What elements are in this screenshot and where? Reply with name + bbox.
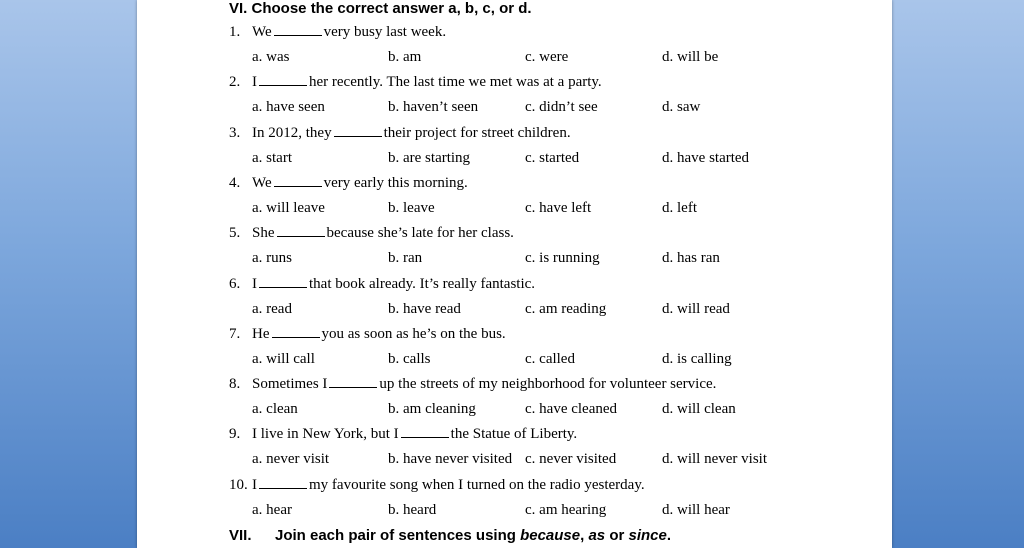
answer-blank <box>274 174 322 187</box>
question-number: 8. <box>229 376 241 393</box>
question-text-after: because she’s late for her class. <box>326 225 514 242</box>
answer-blank <box>329 375 377 388</box>
question-text-before: He <box>252 325 270 342</box>
question-text-before: I <box>252 476 257 493</box>
option-a: a. read <box>252 300 292 317</box>
question-number: 7. <box>229 325 241 342</box>
question-text-before: We <box>252 24 272 40</box>
option-d: d. will never visit <box>662 451 767 468</box>
section-title-prefix: Join each pair of sentences using <box>275 527 521 544</box>
question-text-after: their project for street children. <box>383 124 571 141</box>
option-b: b. have read <box>388 300 461 317</box>
option-a: a. was <box>252 49 290 65</box>
question-text-after: my favourite song when I turned on the radio yesterday. <box>309 476 645 493</box>
option-d: d. left <box>662 199 697 216</box>
question-text-after: the Statue of Liberty. <box>450 426 578 443</box>
option-a: a. clean <box>252 401 298 418</box>
option-c: c. didn’t see <box>525 99 598 116</box>
option-a: a. runs <box>252 250 292 267</box>
keyword-since: since <box>628 527 667 544</box>
question-7 <box>229 325 506 347</box>
question-number: 1. <box>229 24 241 40</box>
option-d: d. will read <box>662 300 730 317</box>
option-b: b. haven’t seen <box>388 99 479 116</box>
option-c: c. am reading <box>525 300 607 317</box>
answer-blank <box>274 23 322 36</box>
question-8 <box>229 375 716 397</box>
option-c: c. am hearing <box>525 501 607 518</box>
option-a: a. have seen <box>252 99 325 116</box>
question-number: 2. <box>229 74 241 91</box>
section-number: VII. <box>229 527 252 544</box>
option-b: b. are starting <box>388 149 471 166</box>
option-b: b. heard <box>388 501 437 518</box>
separator: , <box>580 527 589 544</box>
question-text-before: I <box>252 275 257 292</box>
option-d: d. will be <box>662 49 719 65</box>
question-text-before: In 2012, they <box>252 124 332 141</box>
keyword-because: because <box>520 527 581 544</box>
option-b: b. calls <box>388 350 431 367</box>
section-title: Choose the correct answer a, b, c, or d. <box>251 0 532 17</box>
question-9 <box>229 425 577 447</box>
question-4 <box>229 174 468 196</box>
period: . <box>666 527 672 544</box>
question-3 <box>229 124 571 146</box>
answer-blank <box>259 73 307 86</box>
question-text-after: up the streets of my neighborhood for volunteer service. <box>379 376 717 393</box>
question-text-before: We <box>252 174 272 191</box>
question-text-before: I live in New York, but I <box>252 426 399 443</box>
option-c: c. is running <box>525 250 600 267</box>
option-d: d. saw <box>662 99 701 116</box>
question-text-after: very early this morning. <box>323 174 468 191</box>
document-page <box>137 0 892 548</box>
option-d: d. will hear <box>662 501 730 518</box>
question-2 <box>229 73 602 95</box>
question-text-after: very busy last week. <box>323 24 447 40</box>
option-d: d. have started <box>662 149 750 166</box>
keyword-as: as <box>588 527 606 544</box>
option-b: b. am cleaning <box>388 401 476 418</box>
option-a: a. never visit <box>252 451 330 468</box>
answer-blank <box>259 275 307 288</box>
section-vii-heading <box>229 527 671 544</box>
question-number: 10. <box>229 476 248 493</box>
separator: or <box>605 527 629 544</box>
option-c: c. never visited <box>525 451 617 468</box>
answer-blank <box>259 476 307 489</box>
question-5 <box>229 224 514 246</box>
question-number: 3. <box>229 124 241 141</box>
option-b: b. have never visited <box>388 451 513 468</box>
option-c: c. have left <box>525 199 592 216</box>
question-text-after: that book already. It’s really fantastic. <box>309 275 536 292</box>
question-text-before: I <box>252 74 257 91</box>
option-d: d. will clean <box>662 401 736 418</box>
question-text-before: Sometimes I <box>252 376 328 393</box>
question-number: 6. <box>229 275 241 292</box>
section-number: VI. <box>229 0 248 17</box>
option-a: a. start <box>252 149 292 166</box>
option-d: d. has ran <box>662 250 720 267</box>
option-d: d. is calling <box>662 350 732 367</box>
question-number: 5. <box>229 225 241 242</box>
answer-blank <box>401 425 449 438</box>
question-1 <box>229 23 446 45</box>
option-c: c. were <box>525 49 569 65</box>
option-b: b. leave <box>388 199 435 216</box>
option-a: a. will leave <box>252 199 325 216</box>
answer-blank <box>277 224 325 237</box>
option-c: c. started <box>525 149 580 166</box>
question-10 <box>229 476 645 498</box>
question-number: 9. <box>229 426 241 443</box>
question-text-after: her recently. The last time we met was at a party. <box>309 74 602 91</box>
option-b: b. ran <box>388 250 423 267</box>
window-background-left <box>0 0 137 548</box>
option-c: c. called <box>525 350 575 367</box>
answer-blank <box>334 124 382 137</box>
question-6 <box>229 275 535 297</box>
answer-blank <box>272 325 320 338</box>
option-a: a. hear <box>252 501 292 518</box>
option-b: b. am <box>388 49 422 65</box>
question-text-after: you as soon as he’s on the bus. <box>321 325 506 342</box>
option-c: c. have cleaned <box>525 401 618 418</box>
option-a: a. will call <box>252 350 315 367</box>
question-text-before: She <box>252 225 275 242</box>
window-background-right <box>892 0 1024 548</box>
question-number: 4. <box>229 174 241 191</box>
section-vi-heading <box>229 0 532 17</box>
